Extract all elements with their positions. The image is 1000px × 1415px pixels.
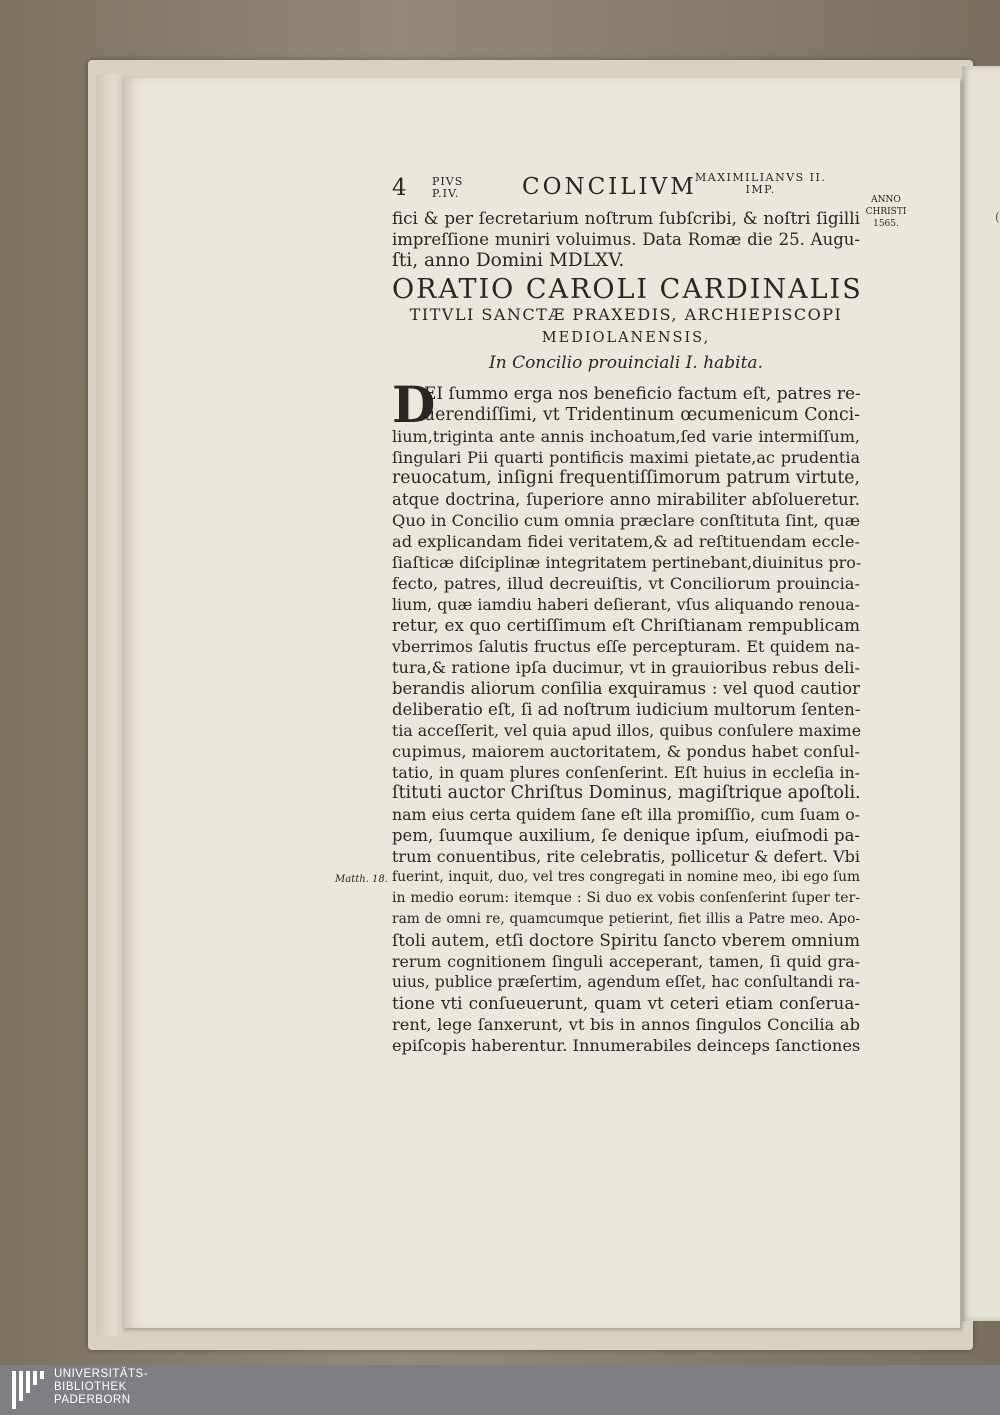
body-line: pem, ſuumque auxilium, ſe denique ipſum, eiuſmodi pa- [392, 826, 860, 845]
running-right-line: MAXIMILIANVS II. [695, 171, 827, 184]
logo-line: BIBLIOTHEK [54, 1381, 127, 1393]
year-note-line: 1565. [873, 219, 899, 229]
body-line: lium,triginta ante annis inchoatum,ſed varie intermiſſum, [392, 427, 860, 446]
footer-bar [0, 1365, 1000, 1415]
body-line: vberrimos ſalutis fructus eſſe percepturam. Et quidem na- [392, 637, 860, 656]
text-line: fici & per ſecretarium noſtrum ſubſcribi, & noſtri ſigilli [392, 208, 860, 228]
body-line: ram de omni re, quamcumque petierint, fiet illis a Patre meo. Apo- [392, 911, 860, 927]
body-line: trum conuentibus, rite celebratis, pollicetur & defert. Vbi [392, 847, 860, 866]
oration-body [392, 375, 862, 1056]
body-line: tura,& ratione ipſa ducimur, vt in grauioribus rebus deli- [392, 658, 860, 677]
drop-cap: D [392, 375, 436, 434]
opening-paragraph [392, 208, 860, 271]
oration-title: ORATIO CAROLI CARDINALIS [392, 274, 863, 305]
next-page-edge [962, 66, 1000, 1321]
body-line: fecto, patres, illud decreuiſtis, vt Conciliorum prouincia- [392, 574, 860, 593]
body-line: uerendiſſimi, vt Tridentinum œcumenicum Conci- [424, 405, 860, 425]
body-line: ſingulari Pii quarti pontificis maximi pietate,ac prudentia [392, 448, 860, 467]
body-line: tia acceſſerit, vel quia apud illos, quibus conſulere maxime [392, 721, 862, 740]
body-line: fuerint, inquit, duo, vel tres congregati in nomine meo, ibi ego ſum [392, 869, 860, 885]
body-line: rerum cognitionem ſinguli acceperant, tamen, ſi quid gra- [392, 952, 860, 971]
next-page-glyph: ( [995, 210, 1000, 224]
body-line: deliberatio eſt, ſi ad noſtrum iudicium multorum ſenten- [392, 700, 861, 719]
body-line: ſiaſticæ diſciplinæ integritatem pertinebant,diuinitus pro- [392, 553, 862, 572]
library-logo-text [54, 1368, 148, 1407]
body-line: retur, ex quo certiſſimum eſt Chriſtianam rempublicam [392, 615, 860, 635]
body-line: ad explicandam fidei veritatem,& ad reſtituendam eccle- [392, 532, 860, 551]
body-lines [392, 375, 862, 1056]
logo-line: UNIVERSITÄTS- [54, 1368, 149, 1380]
body-line: EI ſummo erga nos beneficio factum eſt, patres re- [424, 384, 861, 404]
running-title: CONCILIVM [522, 174, 697, 200]
year-margin-note [860, 194, 912, 230]
body-line: rent, lege ſanxerunt, vt bis in annos ſingulos Concilia ab [392, 1015, 860, 1034]
body-line: lium, quæ iamdiu haberi deſierant, vſus aliquando renoua- [392, 595, 860, 614]
body-line: uius, publice præſertim, agendum eſſet, hac conſultandi ra- [392, 973, 860, 991]
body-line: atque doctrina, ſuperiore anno mirabiliter abſolueretur. [392, 490, 860, 509]
body-line: ſtituti auctor Chriſtus Dominus, magiſtrique apoſtoli. [392, 783, 861, 803]
running-header-right [695, 172, 826, 196]
running-header-left [432, 176, 463, 200]
margin-note: Matth. 18. [335, 874, 388, 885]
body-line: nam eius certa quidem ſane eſt illa promiſſio, cum ſuam o- [392, 805, 860, 824]
oration-subtitle: TITVLI SANCTÆ PRAXEDIS, ARCHIEPISCOPI [409, 305, 843, 324]
body-line: cupimus, maiorem auctoritatem, & pondus habet conſul- [392, 742, 860, 761]
year-note-line: ANNO [871, 195, 901, 205]
running-left-line: P.IV. [432, 187, 460, 200]
running-header [392, 170, 852, 210]
running-right-line: IMP. [745, 183, 776, 196]
body-line: epiſcopis haberentur. Innumerabiles deinceps ſanctiones [392, 1036, 861, 1055]
library-logo-icon [10, 1369, 46, 1411]
logo-line: PADERBORN [54, 1394, 131, 1406]
text-line: impreſſione muniri voluimus. Data Romæ die 25. Augu- [392, 230, 860, 249]
oration-subtitle: In Concilio prouinciali I. habita. [489, 353, 763, 373]
text-line: ſti, anno Domini MDLXV. [392, 250, 625, 271]
year-note-line: CHRISTI [865, 207, 907, 217]
running-left-line: PIVS [432, 175, 464, 188]
body-line: ſtoli autem, etſi doctore Spiritu ſancto vberem omnium [392, 930, 860, 950]
body-line: Quo in Concilio cum omnia præclare conſtituta ſint, quæ [392, 511, 860, 530]
page-number: 4 [392, 175, 407, 201]
body-line: tione vti conſueuerunt, quam vt ceteri etiam conſerua- [392, 993, 860, 1013]
oration-subtitle: MEDIOLANENSIS, [541, 330, 711, 346]
body-line: tatio, in quam plures conſenſerint. Eſt huius in eccleſia in- [392, 763, 860, 782]
body-line: in medio eorum: itemque : Si duo ex vobis conſenſerint ſuper ter- [392, 890, 860, 906]
body-line: reuocatum, inſigni frequentiſſimorum patrum virtute, [392, 468, 860, 488]
body-line: berandis aliorum conſilia exquiramus : vel quod cautior [392, 679, 860, 698]
